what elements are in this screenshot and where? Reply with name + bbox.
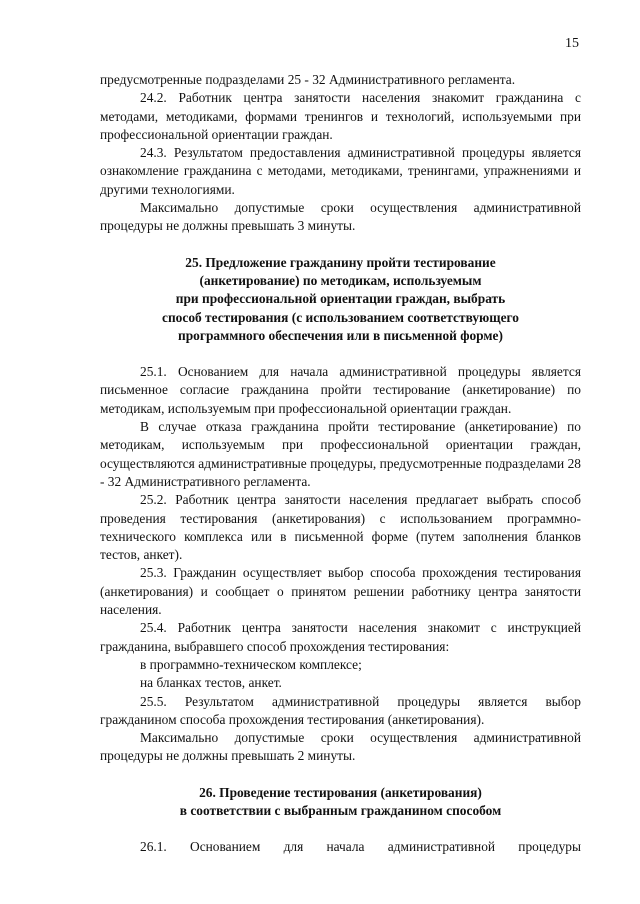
paragraph: 25.2. Работник центра занятости населения предлагает выбрать способ проведения тестирования (анкетирования) с использованием программно-технического комплекса или в письменной форме (путем заполнения бланков тестов, анкет).: [100, 492, 581, 563]
paragraph: 25.5. Результатом административной процедуры является выбор гражданином способа прохождения тестирования (анкетирования).: [100, 693, 581, 727]
section-heading-line: 25. Предложение гражданину пройти тестирование: [185, 254, 496, 270]
paragraph: 24.2. Работник центра занятости населения знакомит гражданина с методами, методиками, формами тренингов и технологий, используемыми при профессиональной ориентации граждан.: [100, 90, 581, 142]
section-heading-line: способ тестирования (с использованием соответствующего: [162, 309, 519, 325]
section-heading-line: при профессиональной ориентации граждан, выбрать: [175, 291, 506, 307]
paragraph: 26.1. Основанием для начала административной процедуры: [140, 839, 581, 855]
section-heading-line: 26. Проведение тестирования (анкетирования): [199, 784, 482, 800]
paragraph: 25.3. Гражданин осуществляет выбор способа прохождения тестирования (анкетирования) и сообщает о принятом решении работнику центра занятости населения.: [100, 565, 581, 618]
section-heading-line: в соответствии с выбранным гражданином способом: [179, 802, 502, 818]
spacer: [100, 345, 581, 363]
section-heading-line: (анкетирование) по методикам, используемым: [199, 272, 482, 288]
paragraph: 25.4. Работник центра занятости населения знакомит с инструкцией гражданина, выбравшего способ прохождения тестирования:: [100, 620, 581, 654]
paragraph: 24.3. Результатом предоставления административной процедуры является ознакомление гражданина с методами, методиками, тренингами, упражнениями и другими технологиями.: [100, 145, 581, 197]
spacer: [100, 766, 581, 784]
paragraph: в программно-техническом комплексе;: [140, 656, 362, 672]
paragraph: 25.1. Основанием для начала административной процедуры является письменное согласие гражданина пройти тестирование (анкетирование) по методикам, используемым при профессиональной ориентации граждан.: [100, 364, 581, 416]
section-heading-line: программного обеспечения или в письменной форме): [178, 327, 503, 343]
paragraph: Максимально допустимые сроки осуществления административной процедуры не должны превышать 2 минуты.: [100, 730, 581, 764]
spacer: [100, 236, 581, 254]
paragraph: В случае отказа гражданина пройти тестирование (анкетирование) по методикам, используемым при профессиональной ориентации граждан, осуществляются административные процедуры, предусмотренные подразделами 28 - 32 Административного регламента.: [100, 419, 581, 489]
document-body: [100, 71, 581, 857]
paragraph: Максимально допустимые сроки осуществления административной процедуры не должны превышать 3 минуты.: [100, 200, 581, 234]
spacer: [100, 820, 581, 838]
paragraph: на бланках тестов, анкет.: [140, 675, 282, 691]
page-number: 15: [565, 36, 579, 51]
section-heading: [100, 254, 581, 345]
section-heading: [100, 784, 581, 821]
paragraph: предусмотренные подразделами 25 - 32 Административного регламента.: [100, 72, 516, 87]
